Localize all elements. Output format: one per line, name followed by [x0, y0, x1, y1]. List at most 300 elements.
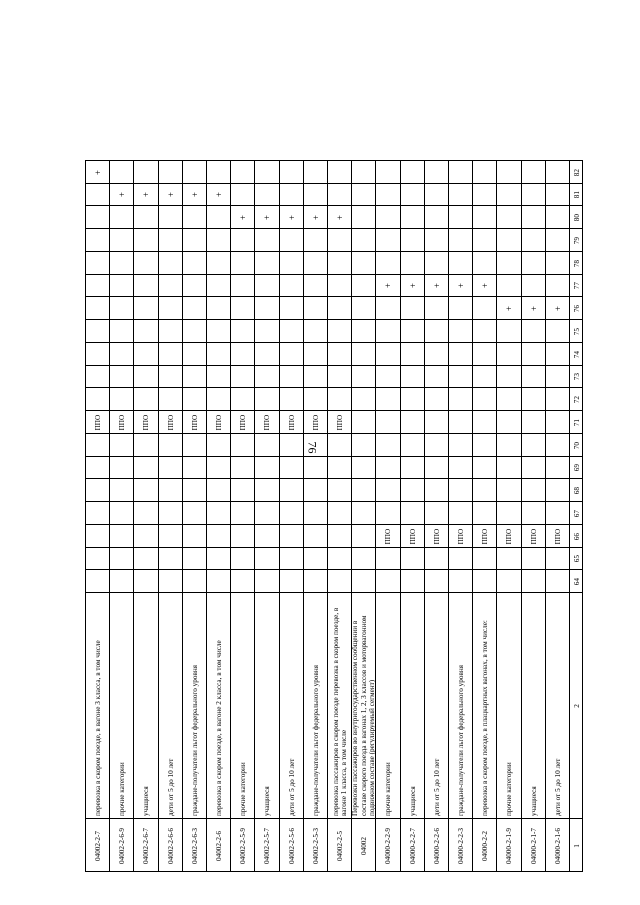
table-cell — [133, 547, 157, 570]
table-cell — [545, 592, 569, 818]
table-cell — [327, 365, 351, 388]
row-code: 04000-2-2 — [480, 831, 489, 861]
table-cell — [182, 183, 206, 206]
table-cell — [206, 410, 230, 433]
table-cell — [424, 592, 448, 818]
table-cell — [521, 205, 545, 228]
table-cell — [545, 410, 569, 433]
table-cell — [448, 818, 472, 872]
table-cell — [351, 456, 375, 479]
table-cell — [158, 205, 182, 228]
table-cell — [279, 456, 303, 479]
table-cell — [279, 818, 303, 872]
table-cell — [109, 456, 133, 479]
table-cell — [375, 387, 399, 410]
table-cell — [351, 319, 375, 342]
table-cell — [327, 456, 351, 479]
table-cell — [303, 524, 327, 547]
table-cell — [351, 569, 375, 592]
table-cell — [85, 456, 109, 479]
table-cell — [85, 524, 109, 547]
table-cell — [521, 478, 545, 501]
row-name: учащиеся — [142, 786, 151, 816]
table-cell — [327, 478, 351, 501]
table-cell — [230, 160, 254, 183]
table-cell — [85, 274, 109, 297]
table-cell — [279, 251, 303, 274]
plus-mark: + — [504, 306, 515, 312]
table-cell — [327, 818, 351, 872]
ppo-mark: ППО — [432, 528, 441, 544]
table-cell — [254, 365, 278, 388]
header-label: 82 — [572, 168, 581, 176]
table-cell — [303, 569, 327, 592]
table-cell — [85, 592, 109, 818]
table-cell — [472, 205, 496, 228]
table-cell — [109, 592, 133, 818]
header-cell — [569, 547, 583, 570]
table-cell — [85, 387, 109, 410]
header-cell — [569, 274, 583, 297]
table-cell — [496, 501, 520, 524]
table-cell — [279, 205, 303, 228]
table-cell — [230, 410, 254, 433]
table-cell — [303, 342, 327, 365]
table-cell — [545, 547, 569, 570]
row-name: перевозка в скором поезде, в плацкартных вагонах, в том числе: — [480, 620, 489, 816]
table-cell — [375, 274, 399, 297]
table-cell — [158, 319, 182, 342]
table-cell — [206, 274, 230, 297]
table-cell — [375, 433, 399, 456]
table-cell — [230, 501, 254, 524]
table-cell — [85, 205, 109, 228]
table-cell — [230, 456, 254, 479]
table-cell — [303, 387, 327, 410]
table-cell — [424, 410, 448, 433]
header-label: 77 — [572, 282, 581, 290]
table-cell — [158, 251, 182, 274]
table-cell — [206, 205, 230, 228]
table-cell — [109, 524, 133, 547]
table-cell — [472, 228, 496, 251]
table-cell — [230, 547, 254, 570]
header-cell — [569, 365, 583, 388]
table-cell — [545, 319, 569, 342]
table-cell — [327, 205, 351, 228]
header-label: 76 — [572, 305, 581, 313]
table-cell — [254, 501, 278, 524]
row-code: 04002-2-7 — [93, 831, 102, 861]
ppo-mark: ППО — [93, 414, 102, 431]
table-cell — [133, 274, 157, 297]
plus-mark: + — [189, 192, 200, 198]
table-cell — [303, 501, 327, 524]
header-label: 64 — [572, 578, 581, 586]
table-cell — [521, 228, 545, 251]
table-cell — [109, 251, 133, 274]
table-cell — [327, 410, 351, 433]
table-cell — [351, 524, 375, 547]
table-cell — [472, 501, 496, 524]
table-cell — [85, 433, 109, 456]
table-cell — [230, 365, 254, 388]
table-cell — [545, 365, 569, 388]
table-cell — [158, 410, 182, 433]
table-cell — [109, 818, 133, 872]
table-cell — [303, 296, 327, 319]
table-cell — [424, 251, 448, 274]
table-cell — [448, 296, 472, 319]
page-number: 76 — [305, 441, 320, 454]
row-code: 04002-2-6-6 — [166, 828, 175, 864]
table-cell — [400, 342, 424, 365]
table-cell — [375, 524, 399, 547]
table-cell — [85, 342, 109, 365]
table-cell — [182, 228, 206, 251]
table-cell — [400, 547, 424, 570]
table-cell — [327, 274, 351, 297]
table-cell — [375, 478, 399, 501]
row-name: Перевозки пассажиров во внутригосударственном сообщении в составе скорого поезда в вагонах 1, 2, 3 классов и моторвагонном подвижном составе (регулируемый сегмент) — [351, 615, 377, 816]
table-cell — [472, 387, 496, 410]
table-cell — [375, 342, 399, 365]
header-label: 72 — [572, 396, 581, 404]
row-code: 04002 — [359, 837, 368, 855]
table-cell — [448, 433, 472, 456]
table-cell — [351, 251, 375, 274]
table-cell — [351, 274, 375, 297]
table-cell — [448, 547, 472, 570]
table-cell — [545, 478, 569, 501]
ppo-mark: ППО — [456, 528, 465, 544]
table-cell — [400, 365, 424, 388]
table-cell — [109, 296, 133, 319]
plus-mark: + — [455, 283, 466, 289]
table-cell — [375, 592, 399, 818]
row-name: дети от 5 до 10 лет — [166, 758, 175, 816]
header-cell — [569, 296, 583, 319]
table-cell — [254, 569, 278, 592]
table-cell — [158, 342, 182, 365]
table-cell — [521, 274, 545, 297]
table-cell — [448, 456, 472, 479]
table-cell — [109, 501, 133, 524]
header-cell — [569, 387, 583, 410]
table-cell — [400, 478, 424, 501]
table-cell — [521, 547, 545, 570]
table-cell — [279, 296, 303, 319]
ppo-mark: ППО — [335, 414, 344, 431]
row-code: 04000-2-1-7 — [529, 828, 538, 864]
plus-mark: + — [92, 169, 103, 175]
table-cell — [521, 410, 545, 433]
table-cell — [545, 433, 569, 456]
table-cell — [327, 524, 351, 547]
table-cell — [400, 251, 424, 274]
table-cell — [133, 433, 157, 456]
table-cell — [206, 319, 230, 342]
table-cell — [351, 183, 375, 206]
table-cell — [496, 228, 520, 251]
table-cell — [206, 296, 230, 319]
table-cell — [375, 183, 399, 206]
table-cell — [448, 319, 472, 342]
row-name: дети от 5 до 10 лет — [287, 758, 296, 816]
row-name: учащиеся — [263, 786, 272, 816]
table-cell — [182, 160, 206, 183]
table-cell — [448, 205, 472, 228]
header-cell — [569, 183, 583, 206]
table-cell — [279, 547, 303, 570]
table-cell — [230, 387, 254, 410]
header-cell — [569, 205, 583, 228]
table-cell — [133, 569, 157, 592]
table-cell — [182, 296, 206, 319]
table-cell — [182, 547, 206, 570]
table-cell — [496, 524, 520, 547]
table-cell — [351, 818, 375, 872]
table-cell — [158, 433, 182, 456]
table-cell — [158, 547, 182, 570]
header-label: 70 — [572, 441, 581, 449]
table-cell — [85, 228, 109, 251]
row-name: граждане-получатели льгот федерального уровня — [311, 665, 320, 816]
table-cell — [303, 592, 327, 818]
table-cell — [206, 183, 230, 206]
row-name: учащиеся — [529, 786, 538, 816]
header-cell — [569, 818, 583, 872]
table-cell — [472, 274, 496, 297]
table-cell — [327, 592, 351, 818]
table-cell — [545, 160, 569, 183]
table-cell — [496, 342, 520, 365]
table-cell — [279, 410, 303, 433]
table-cell — [182, 274, 206, 297]
table-cell — [133, 228, 157, 251]
table-cell — [109, 478, 133, 501]
table-cell — [351, 205, 375, 228]
table-cell — [448, 160, 472, 183]
table-cell — [472, 319, 496, 342]
table-cell — [472, 433, 496, 456]
row-name: прочие категории — [505, 762, 514, 816]
table-cell — [448, 524, 472, 547]
table-cell — [85, 365, 109, 388]
table-cell — [472, 524, 496, 547]
table-cell — [109, 342, 133, 365]
table-cell — [254, 160, 278, 183]
plus-mark: + — [383, 283, 394, 289]
table-cell — [545, 274, 569, 297]
table-cell — [375, 501, 399, 524]
table-cell — [158, 501, 182, 524]
table-cell — [230, 274, 254, 297]
table-cell — [545, 524, 569, 547]
table-cell — [424, 365, 448, 388]
table-cell — [424, 524, 448, 547]
table-cell — [375, 296, 399, 319]
table-cell — [133, 205, 157, 228]
table-cell — [496, 319, 520, 342]
table-cell — [375, 160, 399, 183]
table-cell — [206, 592, 230, 818]
table-cell — [448, 228, 472, 251]
table-cell — [448, 592, 472, 818]
table-cell — [400, 160, 424, 183]
header-cell — [569, 478, 583, 501]
table-cell — [424, 478, 448, 501]
table-cell — [448, 410, 472, 433]
table-cell — [496, 456, 520, 479]
table-cell — [400, 228, 424, 251]
table-cell — [303, 183, 327, 206]
ppo-mark: ППО — [263, 414, 272, 431]
table-cell — [375, 365, 399, 388]
table-cell — [230, 296, 254, 319]
table-cell — [133, 524, 157, 547]
row-code: 04000-2-1-9 — [505, 828, 514, 864]
table-cell — [327, 342, 351, 365]
table-cell — [424, 183, 448, 206]
table-cell — [182, 433, 206, 456]
table-cell — [109, 433, 133, 456]
table-cell — [448, 569, 472, 592]
table-cell — [303, 478, 327, 501]
table-cell — [182, 818, 206, 872]
ppo-mark: ППО — [190, 414, 199, 431]
table-cell — [279, 592, 303, 818]
row-code: 04002-2-6-9 — [117, 828, 126, 864]
row-code: 04002-2-6-7 — [142, 828, 151, 864]
row-name: дети от 5 до 10 лет — [432, 758, 441, 816]
table-cell — [375, 228, 399, 251]
table-cell — [424, 296, 448, 319]
table-cell — [496, 160, 520, 183]
table-cell — [424, 205, 448, 228]
table-cell — [254, 592, 278, 818]
header-label: 73 — [572, 373, 581, 381]
header-cell — [569, 410, 583, 433]
table-cell — [133, 251, 157, 274]
table-cell — [496, 478, 520, 501]
table-cell — [521, 524, 545, 547]
table-cell — [85, 160, 109, 183]
table-cell — [303, 228, 327, 251]
table-cell — [496, 296, 520, 319]
header-label: 78 — [572, 259, 581, 267]
plus-mark: + — [141, 192, 152, 198]
table-cell — [182, 365, 206, 388]
table-cell — [327, 183, 351, 206]
table-cell — [109, 228, 133, 251]
table-cell — [230, 818, 254, 872]
table-cell — [158, 478, 182, 501]
table-cell — [254, 205, 278, 228]
row-name: прочие категории — [384, 762, 393, 816]
table-cell — [424, 319, 448, 342]
table-cell — [400, 183, 424, 206]
row-name: перевозка в скором поезде, в вагоне 2 класса, в том числе — [214, 640, 223, 816]
table-cell — [327, 547, 351, 570]
header-label: 79 — [572, 236, 581, 245]
table-cell — [448, 251, 472, 274]
table-cell — [182, 478, 206, 501]
table-cell — [375, 410, 399, 433]
table-cell — [521, 319, 545, 342]
ppo-mark: ППО — [505, 528, 514, 544]
table-cell — [327, 433, 351, 456]
table-cell — [496, 205, 520, 228]
table-cell — [400, 501, 424, 524]
table-cell — [545, 296, 569, 319]
table-cell — [472, 183, 496, 206]
table-cell — [279, 274, 303, 297]
table-cell — [521, 501, 545, 524]
table-cell — [521, 433, 545, 456]
header-cell — [569, 319, 583, 342]
table-cell — [133, 319, 157, 342]
ppo-mark: ППО — [142, 414, 151, 431]
row-code: 04002-2-5-7 — [263, 828, 272, 864]
plus-mark: + — [431, 283, 442, 289]
table-cell — [254, 456, 278, 479]
table-cell — [279, 342, 303, 365]
table-cell — [545, 387, 569, 410]
table-cell — [424, 160, 448, 183]
table-cell — [133, 478, 157, 501]
table-cell — [279, 524, 303, 547]
table-cell — [545, 205, 569, 228]
table-cell — [448, 342, 472, 365]
table-cell — [182, 524, 206, 547]
row-code: 04000-2-2-9 — [384, 828, 393, 864]
table-cell — [424, 569, 448, 592]
table-cell — [133, 296, 157, 319]
table-cell — [158, 274, 182, 297]
table-cell — [206, 342, 230, 365]
table-cell — [133, 456, 157, 479]
table-cell — [279, 433, 303, 456]
table-cell — [303, 274, 327, 297]
row-code: 04002-2-6 — [214, 831, 223, 861]
table-cell — [109, 274, 133, 297]
table-cell — [133, 592, 157, 818]
table-cell — [230, 478, 254, 501]
table-cell — [448, 365, 472, 388]
table-cell — [545, 501, 569, 524]
row-code: 04000-2-2-3 — [456, 828, 465, 864]
table-cell — [158, 456, 182, 479]
plus-mark: + — [237, 215, 248, 221]
table-cell — [400, 387, 424, 410]
table-cell — [400, 296, 424, 319]
header-label: 81 — [572, 191, 581, 199]
plus-mark: + — [407, 283, 418, 289]
table-cell — [303, 205, 327, 228]
header-label: 1 — [572, 844, 581, 848]
table-cell — [521, 160, 545, 183]
table-cell — [254, 387, 278, 410]
table-cell — [496, 569, 520, 592]
ppo-mark: ППО — [553, 528, 562, 544]
table-cell — [230, 319, 254, 342]
table-cell — [496, 274, 520, 297]
row-code: 04002-2-5-3 — [311, 828, 320, 864]
table-cell — [400, 410, 424, 433]
table-cell — [158, 524, 182, 547]
table-cell — [158, 818, 182, 872]
